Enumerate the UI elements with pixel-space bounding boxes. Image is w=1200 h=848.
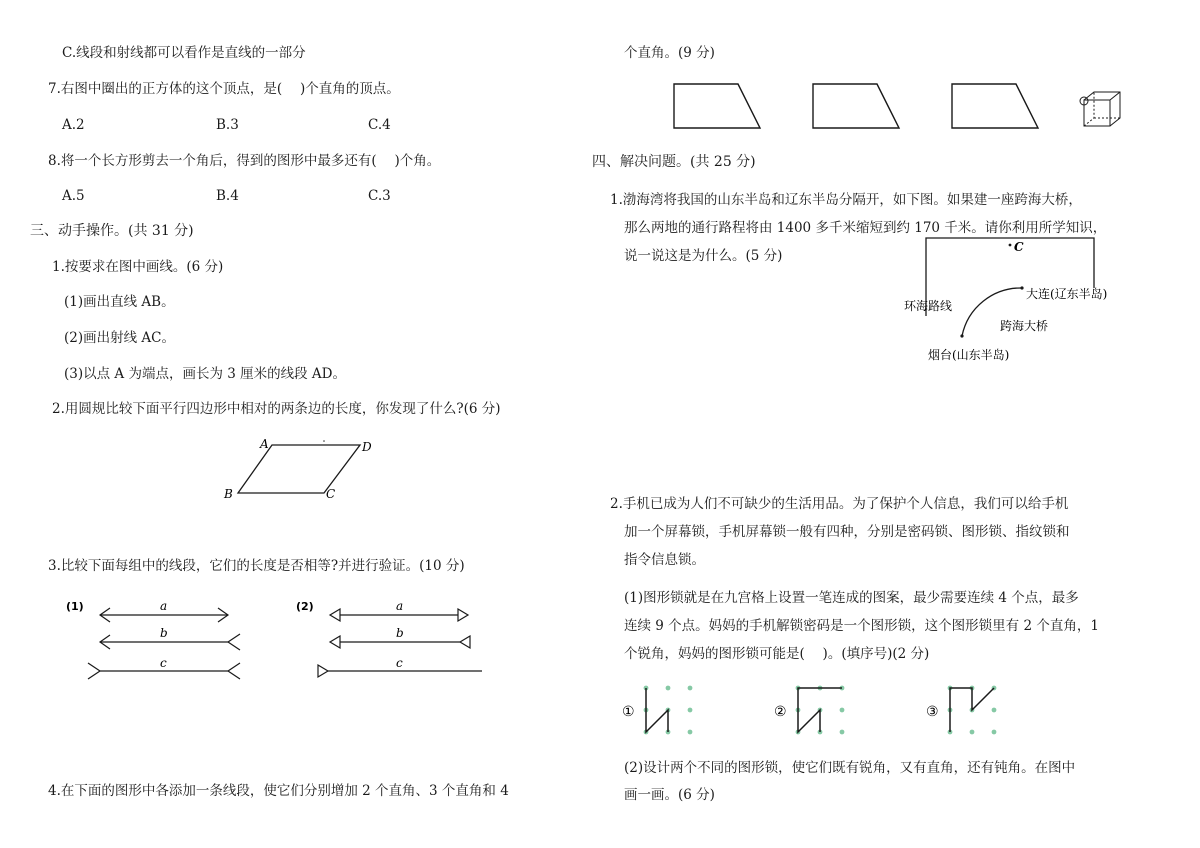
trapezoid-2 [813, 84, 899, 128]
problem-4-2-2-line-2: 画一画。(6 分) [624, 787, 715, 803]
problem-3-1-part-2: (2)画出射线 AC。 [64, 330, 175, 346]
segment-c-1-label: c [160, 656, 167, 670]
bridge-label: 跨海大桥 [1000, 319, 1049, 333]
problem-3-4-continued: 个直角。(9 分) [624, 45, 715, 61]
vertex-c-label: C [326, 487, 336, 501]
lock-pattern-1 [622, 686, 692, 735]
section-4-heading: 四、解决问题。(共 25 分) [592, 154, 756, 170]
shapes-row [660, 78, 1140, 138]
yantai-label: 烟台(山东半岛) [928, 348, 1010, 362]
group-2-label: (2) [296, 600, 314, 613]
parallelogram-figure [220, 434, 380, 504]
parallelogram-shape [238, 445, 360, 493]
problem-4-1-line-2: 那么两地的通行路程将由 1400 多千米缩短到约 170 千米。请你利用所学知识， [624, 220, 1107, 236]
q7-option-a: A.2 [62, 117, 85, 133]
coast-route-label: 环海路线 [904, 299, 953, 313]
problem-3-1-part-3: (3)以点 A 为端点，画长为 3 厘米的线段 AD。 [64, 366, 346, 382]
dalian-point [1020, 286, 1023, 289]
question-8: 8.将一个长方形剪去一个角后，得到的图形中最多还有( )个角。 [48, 153, 441, 169]
yantai-point [960, 334, 963, 337]
group-1-label: (1) [66, 600, 84, 613]
problem-4-2-1-line-3: 个锐角，妈妈的图形锁可能是( )。(填序号)(2 分) [624, 646, 930, 662]
problem-4-2-line-2: 加一个屏幕锁，手机屏幕锁一般有四种，分别是密码锁、图形锁、指纹锁和 [624, 524, 1070, 540]
segment-b-1-label: b [160, 626, 168, 640]
segment-c-2-label: c [396, 656, 403, 670]
q8-option-b: B.4 [216, 188, 239, 204]
segment-group-2 [292, 594, 492, 690]
problem-3-2: 2.用圆规比较下面平行四边形中相对的两条边的长度，你发现了什么?(6 分) [52, 401, 501, 417]
lock-pattern-2 [774, 686, 844, 735]
segment-b-1 [100, 634, 240, 650]
option-6c: C.线段和射线都可以看作是直线的一部分 [62, 45, 306, 61]
segment-b-2-label: b [396, 626, 404, 640]
problem-4-2-line-1: 2.手机已成为人们不可缺少的生活用品。为了保护个人信息，我们可以给手机 [610, 496, 1069, 512]
problem-3-4: 4.在下面的图形中各添加一条线段，使它们分别增加 2 个直角、3 个直角和 4 [48, 783, 509, 799]
problem-4-2-1-line-1: (1)图形锁就是在九宫格上设置一笔连成的图案，最少需要连续 4 个点，最多 [624, 590, 1079, 606]
segment-a-1-label: a [160, 599, 168, 613]
segment-group-1 [60, 594, 260, 690]
lock-3-label: ③ [926, 704, 939, 720]
cube-figure [1080, 92, 1120, 126]
lock-pattern-3 [926, 686, 996, 735]
problem-4-2-2-line-1: (2)设计两个不同的图形锁，使它们既有锐角，又有直角，还有钝角。在图中 [624, 760, 1076, 776]
point-c-label: C [1014, 240, 1024, 254]
vertex-d-label: D [362, 440, 372, 454]
lock-1-label: ① [622, 704, 635, 720]
problem-4-1-line-3: 说一说这是为什么。(5 分) [624, 248, 783, 264]
q8-option-c: C.3 [368, 188, 391, 204]
segment-a-2-label: a [396, 599, 404, 613]
problem-3-1: 1.按要求在图中画线。(6 分) [52, 259, 224, 275]
lock-patterns [620, 680, 1020, 740]
trapezoid-3 [952, 84, 1038, 128]
lock-2-label: ② [774, 704, 787, 720]
vertex-a-label: A [260, 437, 269, 451]
q7-option-b: B.3 [216, 117, 239, 133]
problem-4-1-line-1: 1.渤海湾将我国的山东半岛和辽东半岛分隔开，如下图。如果建一座跨海大桥， [610, 192, 1082, 208]
problem-3-3: 3.比较下面每组中的线段，它们的长度是否相等?并进行验证。(10 分) [48, 558, 465, 574]
point-c [1009, 244, 1012, 247]
problem-3-1-part-1: (1)画出直线 AB。 [64, 294, 175, 310]
problem-4-2-1-line-2: 连续 9 个点。妈妈的手机解锁密码是一个图形锁，这个图形锁里有 2 个直角，1 [624, 618, 1099, 634]
q7-option-c: C.4 [368, 117, 391, 133]
bohai-map-figure [900, 232, 1130, 372]
trapezoid-1 [674, 84, 760, 128]
question-7: 7.右图中圈出的正方体的这个顶点，是( )个直角的顶点。 [48, 81, 400, 97]
problem-4-2-line-3: 指令信息锁。 [624, 552, 705, 568]
vertex-b-label: B [224, 487, 233, 501]
q8-option-a: A.5 [62, 188, 85, 204]
dalian-label: 大连(辽东半岛) [1026, 287, 1108, 301]
section-3-heading: 三、动手操作。(共 31 分) [30, 223, 194, 239]
stray-dot [323, 440, 325, 442]
